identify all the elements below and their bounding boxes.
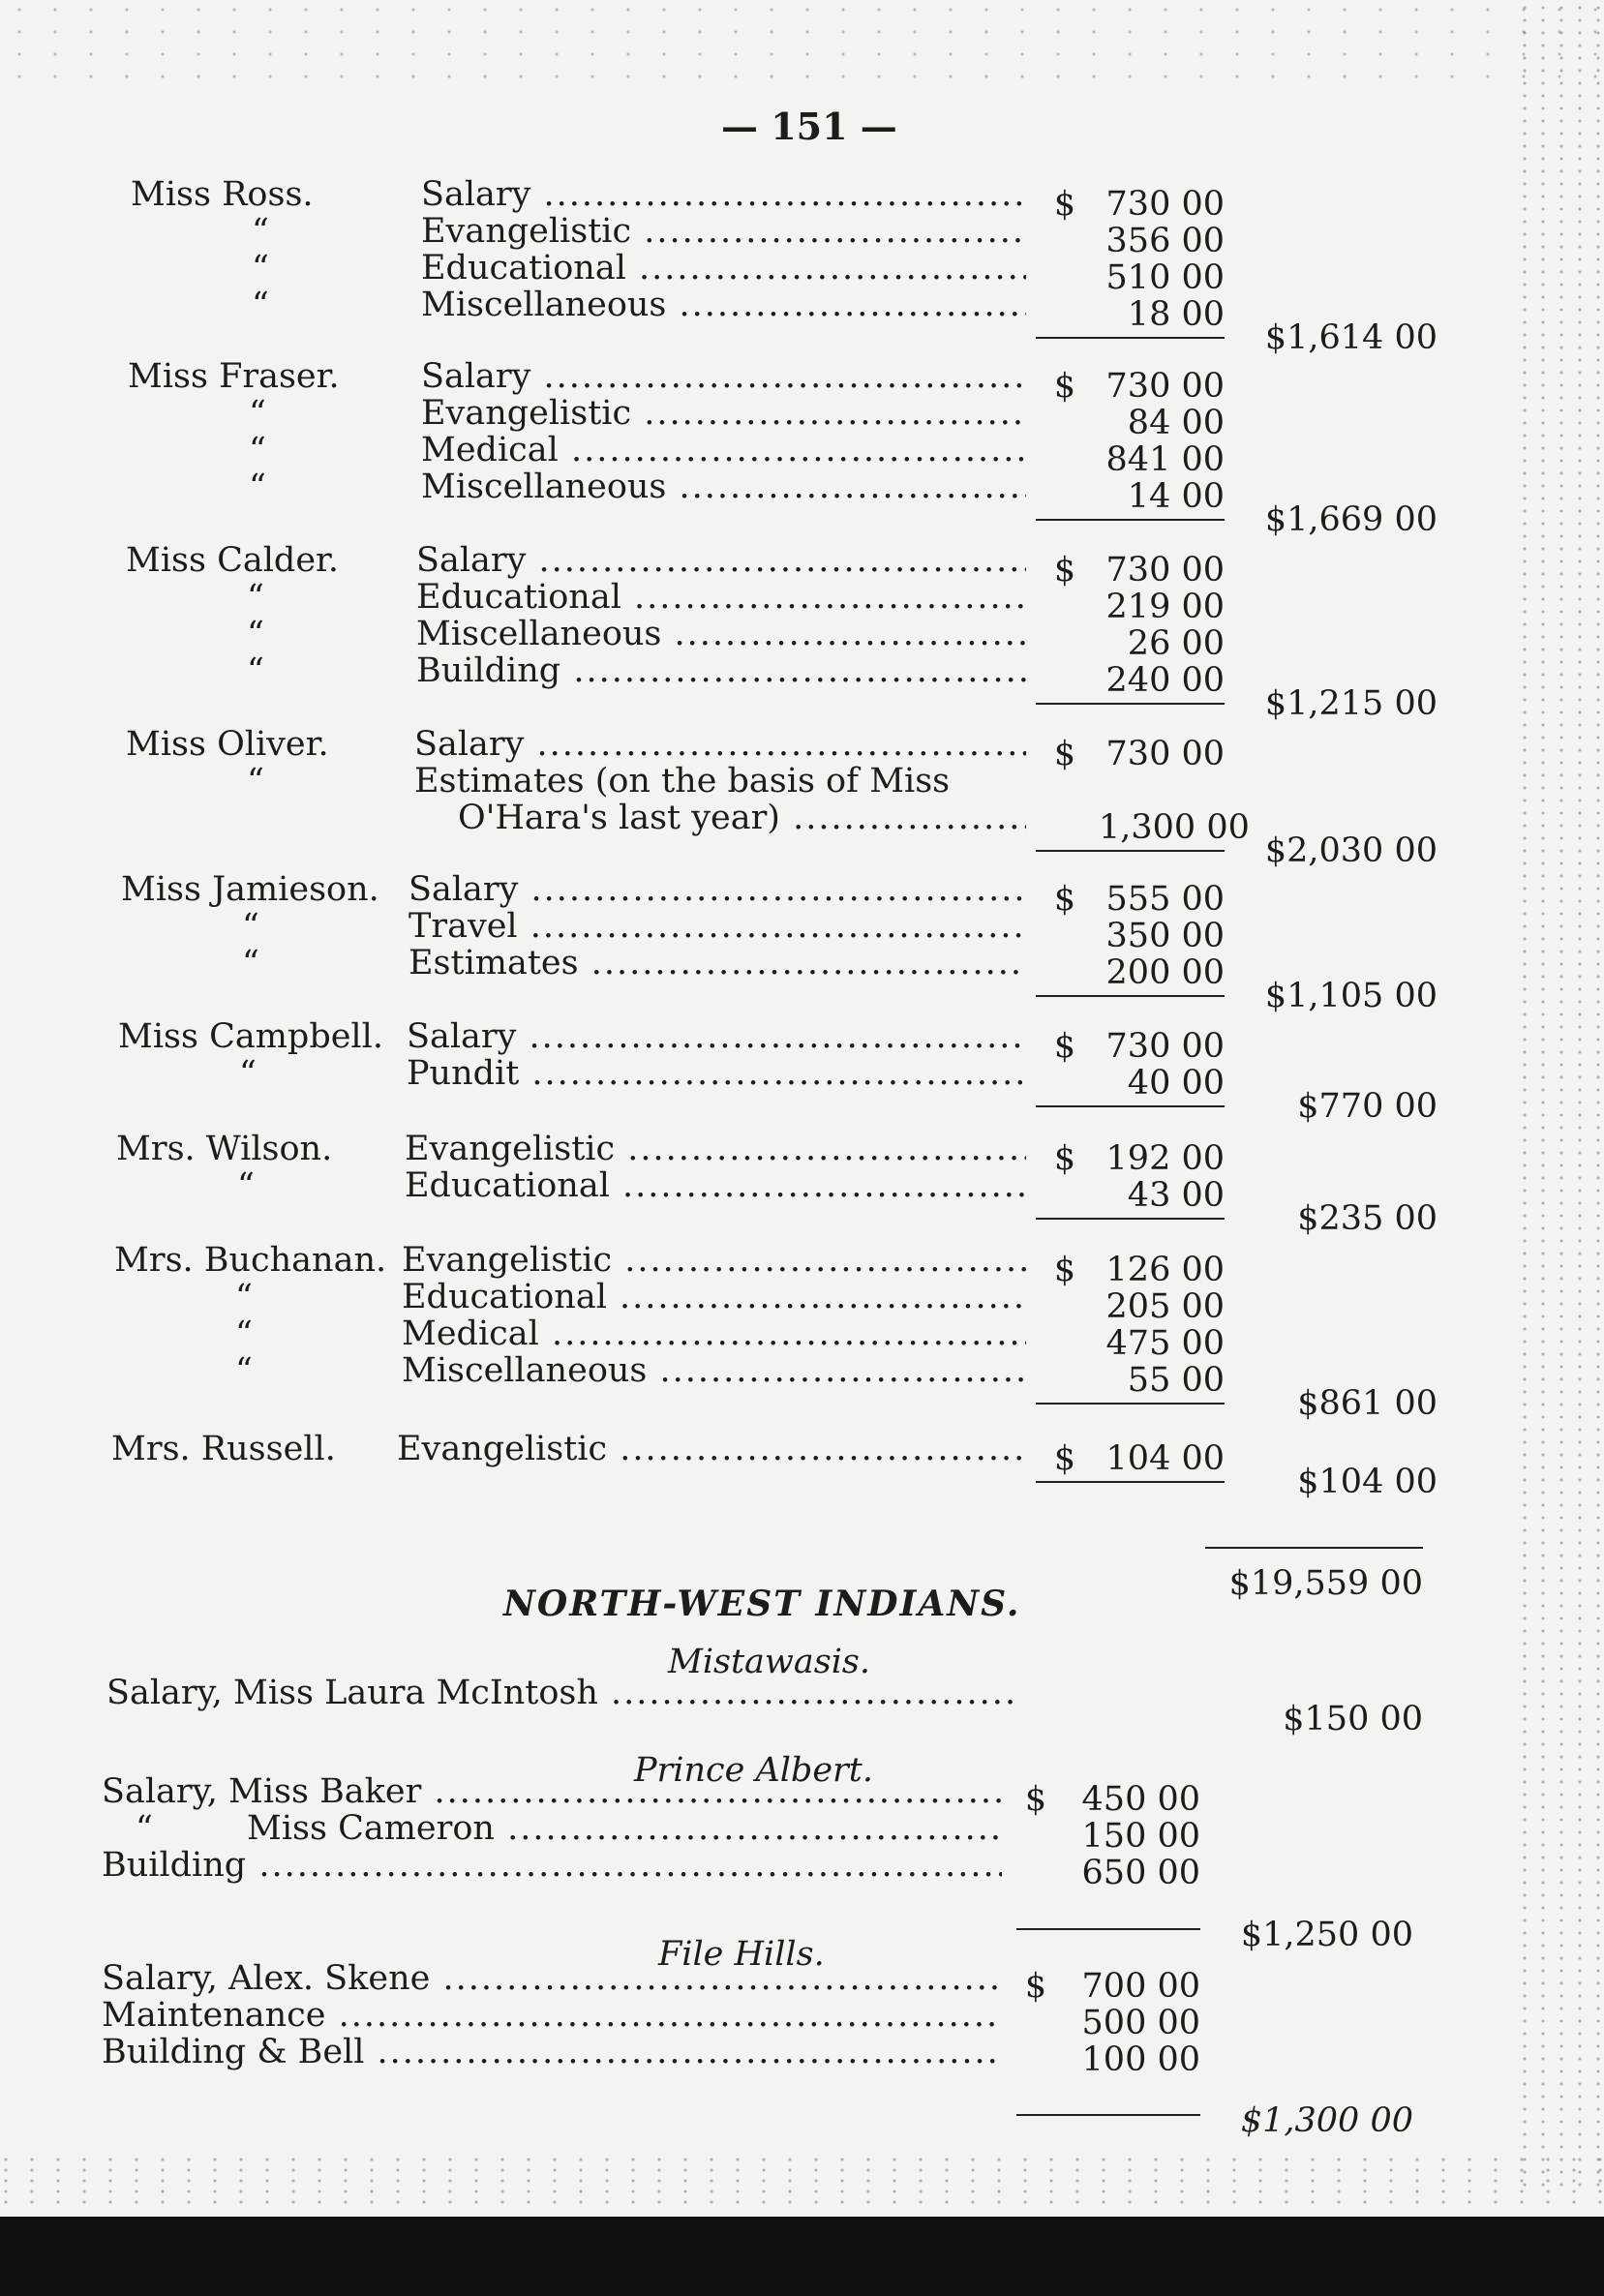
item-label: Miscellaneous ..... <box>402 1352 1026 1389</box>
mistawasis-salary-label: Salary, Miss Laura McIntosh ..... <box>106 1675 1016 1711</box>
entry-total: $861 00 <box>1297 1384 1438 1423</box>
item-amount: 1,300 00 <box>1099 808 1250 847</box>
file-hills-heading: File Hills. <box>658 1935 825 1974</box>
row-amount: 450 00 <box>1081 1780 1200 1819</box>
item-label: Evangelistic ..... <box>421 395 1026 432</box>
item-label: Miscellaneous ..... <box>416 616 1026 652</box>
item-amount: 55 00 <box>1127 1361 1225 1400</box>
row-amount: 700 00 <box>1081 1967 1200 2006</box>
row-label: Building ..... <box>102 1847 1002 1884</box>
item-amount: 18 00 <box>1127 295 1225 334</box>
item-label: Salary ..... <box>421 176 1026 213</box>
subtotal-rule <box>1036 337 1225 339</box>
mistawasis-heading: Mistawasis. <box>668 1643 870 1681</box>
entry-total: $770 00 <box>1297 1087 1438 1126</box>
ditto-mark: “ <box>239 1054 257 1093</box>
entry-total: $1,614 00 <box>1264 318 1438 357</box>
item-amount: 841 00 <box>1105 440 1225 479</box>
row-label: Building & Bell ..... <box>102 2034 1002 2070</box>
entry-total: $1,105 00 <box>1264 977 1438 1015</box>
entry-name: Mrs. Wilson. <box>116 1130 333 1168</box>
item-label: Educational ..... <box>402 1279 1026 1315</box>
section-heading: NORTH-WEST INDIANS. <box>503 1584 1021 1624</box>
subtotal-rule <box>1036 1218 1225 1220</box>
item-label: Medical ..... <box>402 1315 1026 1352</box>
dollar-sign: $ <box>1024 1967 1047 2006</box>
dollar-sign: $ <box>1053 551 1076 589</box>
item-amount: 475 00 <box>1105 1324 1225 1363</box>
mistawasis-total: $150 00 <box>1283 1700 1423 1738</box>
item-label: Evangelistic ..... <box>402 1242 1026 1279</box>
ditto-mark: “ <box>249 394 266 433</box>
ditto-mark: “ <box>249 468 266 506</box>
entry-total: $1,215 00 <box>1264 684 1438 723</box>
item-label: Travel ..... <box>409 908 1026 945</box>
item-amount: 84 00 <box>1127 404 1225 442</box>
ditto-mark: “ <box>252 249 269 287</box>
entry-total: $235 00 <box>1297 1199 1438 1238</box>
item-amount: 356 00 <box>1105 222 1225 260</box>
page-number: — 151 — <box>721 105 897 148</box>
item-amount: 26 00 <box>1127 624 1225 663</box>
ditto-mark: “ <box>136 1809 153 1848</box>
item-label: Medical ..... <box>421 432 1026 468</box>
dollar-sign: $ <box>1053 1139 1076 1178</box>
item-label: Estimates (on the basis of Miss <box>414 762 951 801</box>
item-label: Salary ..... <box>407 1018 1026 1055</box>
item-label: Salary ..... <box>421 358 1026 395</box>
item-label: Evangelistic ..... <box>405 1131 1026 1167</box>
item-label: Evangelistic ..... <box>397 1431 1026 1467</box>
item-amount: 43 00 <box>1127 1176 1225 1215</box>
item-amount: 730 00 <box>1105 367 1225 406</box>
row-label: Maintenance ..... <box>102 1997 1002 2034</box>
row-label: Salary, Alex. Skene ..... <box>102 1960 1002 1997</box>
ditto-mark: “ <box>249 431 266 469</box>
row-amount: 500 00 <box>1081 2004 1200 2042</box>
subtotal-rule <box>1036 1481 1225 1483</box>
scan-noise-bottom <box>0 2154 1604 2207</box>
dollar-sign: $ <box>1053 367 1076 406</box>
item-amount: 730 00 <box>1105 551 1225 589</box>
entry-name: Miss Oliver. <box>126 725 329 764</box>
item-amount: 730 00 <box>1105 185 1225 224</box>
item-amount: 205 00 <box>1105 1287 1225 1326</box>
dollar-sign: $ <box>1053 1027 1076 1066</box>
item-label: Salary ..... <box>409 871 1026 908</box>
item-label: Salary ..... <box>416 542 1026 579</box>
row-label: Miss Cameron ..... <box>247 1810 1002 1847</box>
dollar-sign: $ <box>1053 735 1076 773</box>
entry-name: Mrs. Russell. <box>111 1430 336 1468</box>
scan-edge-right <box>1517 0 1604 2188</box>
item-amount: 14 00 <box>1127 477 1225 516</box>
entry-name: Miss Fraser. <box>128 357 340 396</box>
item-label: Pundit ..... <box>407 1055 1026 1092</box>
row-amount: 150 00 <box>1081 1817 1200 1856</box>
ditto-mark: “ <box>247 578 264 617</box>
dollar-sign: $ <box>1053 1439 1076 1478</box>
entry-name: Miss Ross. <box>131 175 314 214</box>
item-amount: 200 00 <box>1105 953 1225 992</box>
item-amount: 40 00 <box>1127 1064 1225 1103</box>
item-amount: 555 00 <box>1105 880 1225 919</box>
entry-name: Miss Calder. <box>126 541 340 580</box>
ditto-mark: “ <box>252 286 269 324</box>
file-hills-total: $1,300 00 <box>1240 2101 1413 2140</box>
ditto-mark: “ <box>247 615 264 653</box>
item-label: O'Hara's last year) ..... <box>458 800 1026 836</box>
scan-noise-top <box>0 0 1604 87</box>
ditto-mark: “ <box>237 1166 255 1205</box>
item-label: Evangelistic ..... <box>421 213 1026 250</box>
item-amount: 730 00 <box>1105 1027 1225 1066</box>
item-amount: 240 00 <box>1105 661 1225 700</box>
item-amount: 730 00 <box>1105 735 1225 773</box>
item-amount: 350 00 <box>1105 917 1225 955</box>
subtotal-rule <box>1036 519 1225 521</box>
row-amount: 650 00 <box>1081 1854 1200 1892</box>
subtotal-rule <box>1036 1105 1225 1107</box>
subtotal-rule <box>1036 850 1225 852</box>
ditto-mark: “ <box>242 944 259 982</box>
entry-total: $1,669 00 <box>1264 500 1438 539</box>
item-label: Educational ..... <box>416 579 1026 616</box>
item-label: Educational ..... <box>421 250 1026 287</box>
item-label: Salary ..... <box>414 726 1026 763</box>
ditto-mark: “ <box>247 762 264 801</box>
entry-total: $2,030 00 <box>1264 831 1438 870</box>
dollar-sign: $ <box>1053 1251 1076 1289</box>
ditto-mark: “ <box>242 907 259 946</box>
ditto-mark: “ <box>235 1278 253 1316</box>
item-label: Estimates ..... <box>409 945 1026 982</box>
subtotal-rule <box>1036 995 1225 997</box>
item-label: Miscellaneous ..... <box>421 287 1026 323</box>
entry-total: $104 00 <box>1297 1463 1438 1501</box>
item-amount: 104 00 <box>1105 1439 1225 1478</box>
subtotal-rule <box>1036 703 1225 705</box>
row-amount: 100 00 <box>1081 2040 1200 2079</box>
entry-name: Miss Jamieson. <box>121 870 379 909</box>
prince-albert-rule <box>1016 1928 1200 1930</box>
scan-border-bottom <box>0 2217 1604 2296</box>
dollar-sign: $ <box>1053 880 1076 919</box>
ditto-mark: “ <box>235 1351 253 1390</box>
dollar-sign: $ <box>1024 1780 1047 1819</box>
item-amount: 126 00 <box>1105 1251 1225 1289</box>
subtotal-rule <box>1036 1403 1225 1405</box>
row-label: Salary, Miss Baker ..... <box>102 1773 1002 1810</box>
entry-name: Mrs. Buchanan. <box>114 1241 387 1280</box>
item-amount: 192 00 <box>1105 1139 1225 1178</box>
item-label: Building ..... <box>416 652 1026 689</box>
grand-total: $19,559 00 <box>1228 1564 1423 1603</box>
item-amount: 510 00 <box>1105 258 1225 297</box>
item-label: Educational ..... <box>405 1167 1026 1204</box>
dollar-sign: $ <box>1053 185 1076 224</box>
item-label: Miscellaneous ..... <box>421 468 1026 505</box>
prince-albert-total: $1,250 00 <box>1240 1916 1413 1954</box>
ditto-mark: “ <box>247 651 264 690</box>
entry-name: Miss Campbell. <box>118 1017 383 1056</box>
ditto-mark: “ <box>252 212 269 251</box>
prince-albert-heading: Prince Albert. <box>634 1751 873 1790</box>
item-amount: 219 00 <box>1105 588 1225 626</box>
file-hills-rule <box>1016 2114 1200 2116</box>
grand-total-rule <box>1205 1547 1423 1549</box>
ditto-mark: “ <box>235 1314 253 1353</box>
